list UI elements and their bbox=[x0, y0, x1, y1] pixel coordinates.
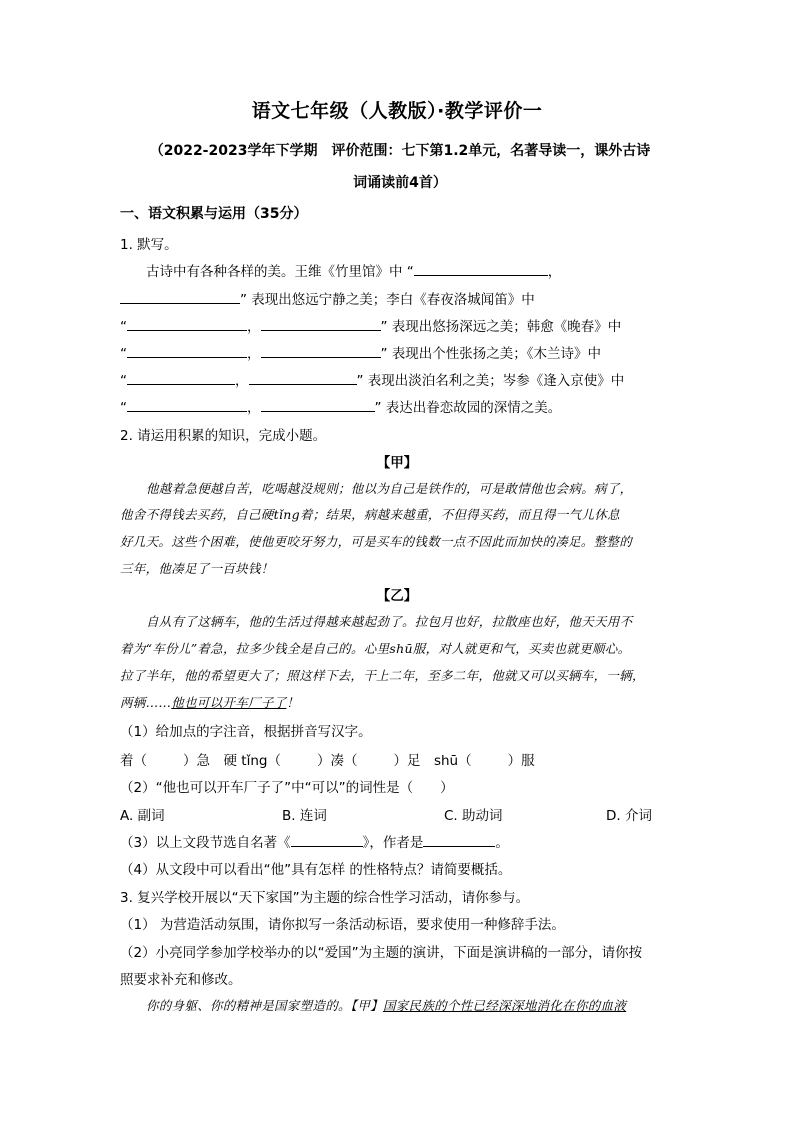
q1-text: ” 表达出眷恋故园的深情之美。 bbox=[374, 400, 562, 416]
answer-blank[interactable] bbox=[261, 343, 381, 358]
option-d[interactable]: D. 介词 bbox=[606, 808, 652, 824]
passage-text: ！ bbox=[286, 695, 300, 710]
q1-text: 古诗中有各种各样的美。王维《竹里馆》中 “ bbox=[146, 264, 414, 280]
passage-text: 两辆…… bbox=[120, 695, 172, 710]
passage-yi-line: 拉了半年，他的希望更大了；照这样下去，干上二年，至多二年，他就又可以买辆车，一辆， bbox=[120, 668, 645, 683]
q1-line-5 bbox=[120, 369, 680, 389]
passage-jia-line: 他越着急便越自苦，吃喝越没规则；他以为自己是铁作的，可是敢情他也会病。病了， bbox=[146, 481, 633, 496]
passage-jia-line: 好几天。这些个困难，使他更咬牙努力，可是买车的钱数一点不因此而加快的凑足。整整的 bbox=[120, 534, 633, 549]
answer-blank[interactable] bbox=[127, 343, 247, 358]
q2-options bbox=[120, 804, 680, 824]
page-title: 语文七年级（人教版）·教学评价一 bbox=[251, 100, 543, 122]
underlined-sentence: 国家民族的个性已经深深地消化在你的血液 bbox=[382, 998, 627, 1013]
passage-jia-line: 他舍不得钱去买药，自己硬tǐng着；结果，病越来越重，不但得买药，而且得一气儿休息 bbox=[120, 507, 620, 522]
q1-text: ” 表现出悠扬深远之美；韩愈《晚春》中 bbox=[380, 319, 622, 335]
book-title-blank[interactable] bbox=[291, 832, 363, 847]
q2-sub3-text: 。 bbox=[495, 835, 509, 851]
answer-blank[interactable] bbox=[261, 397, 375, 412]
q2-sub3-text: 》，作者是 bbox=[362, 835, 424, 851]
answer-blank[interactable] bbox=[127, 397, 247, 412]
q1-line-2 bbox=[120, 288, 680, 308]
q1-comma: ， bbox=[547, 264, 562, 280]
q2-sub1: （1）给加点的字注音，根据拼音写汉字。 bbox=[120, 724, 372, 740]
q3-sub2-line-2: 照要求补充和修改。 bbox=[120, 972, 242, 988]
answer-blank[interactable] bbox=[127, 316, 247, 331]
pinyin-item: ）凑（ bbox=[316, 753, 358, 769]
q1-line-1 bbox=[146, 260, 680, 280]
passage-jia-line: 三年，他凑足了一百块钱！ bbox=[120, 561, 274, 576]
option-c[interactable]: C. 助动词 bbox=[444, 808, 503, 824]
subtitle-line-2: 词诵读前4首） bbox=[353, 175, 447, 191]
q1-text: ” 表现出个性张扬之美；《木兰诗》中 bbox=[380, 346, 602, 362]
q2-sub4: （4）从文段中可以看出“他”具有怎样 的性格特点？请简要概括。 bbox=[120, 862, 512, 878]
quote-mark: “ bbox=[120, 400, 127, 416]
passage-label-jia: 【甲】 bbox=[376, 455, 418, 471]
q1-comma: ， bbox=[247, 346, 261, 362]
pinyin-item: 着（ bbox=[120, 753, 147, 769]
q1-comma: ， bbox=[247, 400, 261, 416]
pinyin-item: ）服 bbox=[507, 753, 535, 769]
speech-excerpt bbox=[146, 996, 706, 1014]
q2-pinyin-row bbox=[120, 749, 680, 769]
q1-line-4 bbox=[120, 342, 680, 362]
option-b[interactable]: B. 连词 bbox=[282, 808, 327, 824]
q1-comma: ， bbox=[247, 319, 261, 335]
pinyin-item: ）足 shū（ bbox=[393, 753, 472, 769]
q2-sub3 bbox=[120, 831, 680, 851]
answer-blank[interactable] bbox=[414, 261, 548, 276]
option-a[interactable]: A. 副词 bbox=[120, 808, 165, 824]
q1-line-3 bbox=[120, 315, 680, 335]
q1-text: ” 表现出淡泊名利之美；岑参《逢入京使》中 bbox=[356, 373, 625, 389]
section-heading: 一、语文积累与运用（35分） bbox=[120, 206, 308, 222]
q3-sub2-line-1: （2）小亮同学参加学校举办的以“爱国”为主题的演讲，下面是演讲稿的一部分，请你按 bbox=[120, 945, 643, 961]
quote-mark: “ bbox=[120, 319, 127, 335]
passage-yi-line: 着为“车份儿”着急，拉多少钱全是自己的。心里shū服，对人就更和气，买卖也就更顺心。 bbox=[120, 641, 631, 656]
speech-text: 你的身躯、你的精神是国家塑造的。【甲】 bbox=[146, 998, 383, 1013]
answer-blank[interactable] bbox=[127, 370, 235, 385]
underlined-sentence: 他也可以开车厂子了 bbox=[171, 695, 287, 710]
q1-text: ” 表现出悠远宁静之美；李白《春夜洛城闻笛》中 bbox=[240, 292, 535, 308]
answer-blank[interactable] bbox=[120, 289, 240, 304]
q1-line-6 bbox=[120, 396, 680, 416]
author-blank[interactable] bbox=[423, 832, 495, 847]
subtitle-line-1: （2022-2023学年下学期 评价范围：七下第1.2单元，名著导读一，课外古诗 bbox=[149, 143, 651, 159]
passage-label-yi: 【乙】 bbox=[376, 588, 418, 604]
q1-number: 1. 默写。 bbox=[120, 237, 178, 253]
q2-sub2: （2）“他也可以开车厂子了”中“可以”的词性是（ ） bbox=[120, 780, 454, 796]
q3-sub1: （1） 为营造活动氛围，请你拟写一条活动标语，要求使用一种修辞手法。 bbox=[120, 917, 565, 933]
q2-number: 2. 请运用积累的知识，完成小题。 bbox=[120, 428, 327, 444]
pinyin-item: ）急 硬 tǐng（ bbox=[183, 753, 281, 769]
quote-mark: “ bbox=[120, 373, 127, 389]
quote-mark: “ bbox=[120, 346, 127, 362]
answer-blank[interactable] bbox=[261, 316, 381, 331]
q1-comma: ， bbox=[235, 373, 249, 389]
passage-yi-line: 自从有了这辆车，他的生活过得越来越起劲了。拉包月也好，拉散座也好，他天天用不 bbox=[146, 614, 633, 629]
passage-yi-line bbox=[120, 693, 680, 711]
answer-blank[interactable] bbox=[249, 370, 357, 385]
q3-number: 3. 复兴学校开展以“天下家国”为主题的综合性学习活动，请你参与。 bbox=[120, 890, 530, 906]
q2-sub3-text: （3）以上文段节选自名著《 bbox=[120, 835, 291, 851]
